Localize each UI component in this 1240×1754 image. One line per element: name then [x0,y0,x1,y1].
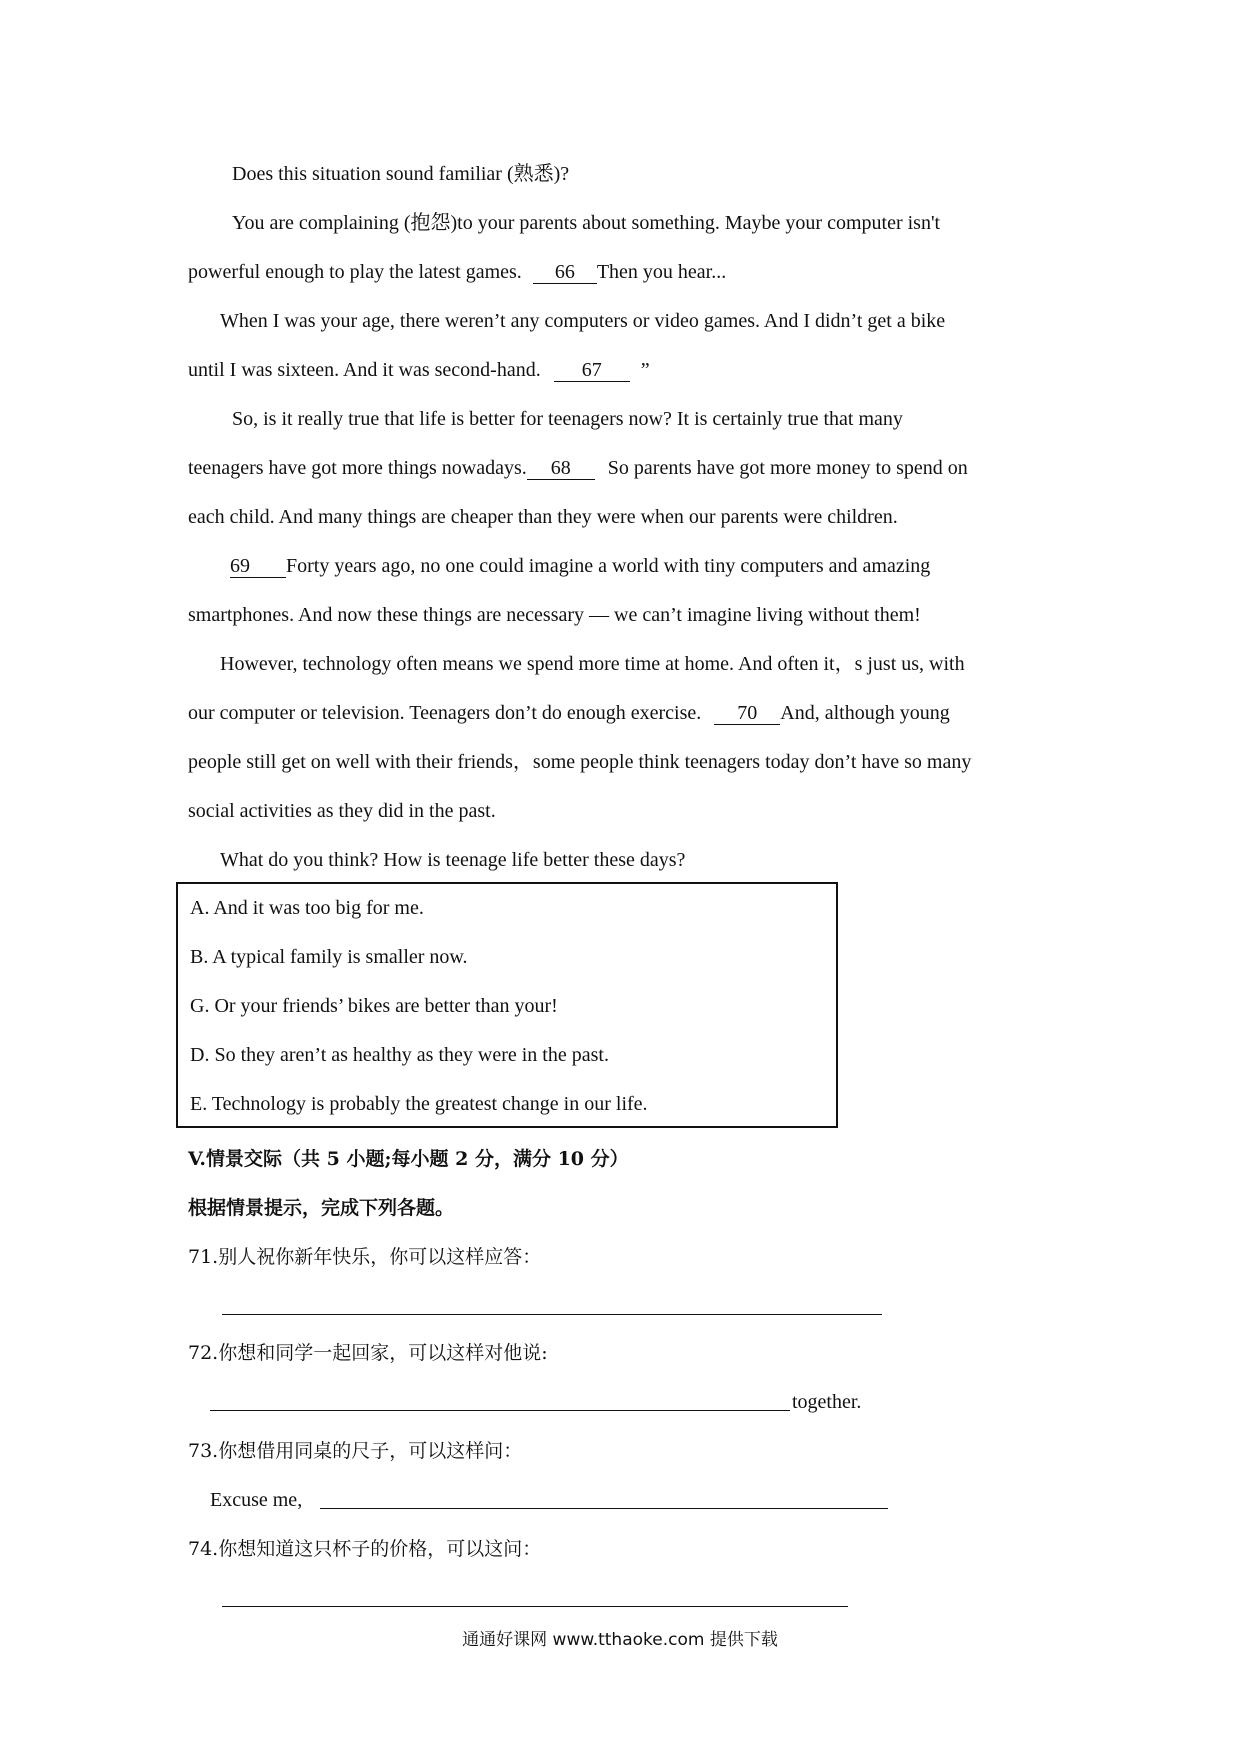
answer-line-73[interactable] [320,1508,888,1509]
passage-text: And, although young [780,702,950,724]
passage-line-14: social activities as they did in the past. [188,800,496,822]
passage-text: until I was sixteen. And it was second-hand. [188,359,541,381]
option-a: A. And it was too big for me. [190,897,424,919]
passage-text: teenagers have got more things nowadays. [188,457,527,479]
blank-70: 70 [714,702,780,725]
passage-text: our computer or television. Teenagers don’t do enough exercise. [188,702,702,724]
blank-68: 68 [527,457,595,480]
question-72-suffix: together. [792,1391,862,1413]
section-instruction: 根据情景提示，完成下列各题。 [188,1197,455,1219]
passage-line-9 [230,542,930,591]
passage-line-2: You are complaining (抱怨)to your parents about something. Maybe your computer isn't [232,212,941,234]
passage-text: Then you hear... [596,261,727,283]
passage-text: So parents have got more money to spend on [607,457,968,479]
passage-text: ” [640,359,650,381]
options-box [176,882,838,1128]
option-g: G. Or your friends’ bikes are better than your! [190,995,558,1017]
passage-line-7 [188,444,968,493]
section-title: V.情景交际（共 5 小题;每小题 2 分，满分 10 分） [188,1148,629,1170]
answer-line-72[interactable] [210,1410,790,1411]
passage-text: powerful enough to play the latest games. [188,261,522,283]
passage-text: Forty years ago, no one could imagine a world with tiny computers and amazing [286,555,931,577]
question-73-prefix: Excuse me, [210,1489,303,1511]
answer-line-71[interactable] [222,1314,882,1315]
blank-69: 69 [230,555,286,578]
option-b: B. A typical family is smaller now. [190,946,468,968]
passage-line-15: What do you think? How is teenage life better these days? [220,849,686,871]
option-e: E. Technology is probably the greatest change in our life. [190,1093,648,1115]
passage-line-11: However, technology often means we spend more time at home. And often it，s just us, with [220,653,965,675]
blank-67: 67 [554,359,630,382]
passage-line-8: each child. And many things are cheaper than they were when our parents were children. [188,506,898,528]
option-d: D. So they aren’t as healthy as they were in the past. [190,1044,609,1066]
passage-line-1: Does this situation sound familiar (熟悉)? [232,163,570,185]
answer-line-74[interactable] [222,1606,848,1607]
passage-line-10: smartphones. And now these things are necessary — we can’t imagine living without them! [188,604,921,626]
question-74: 74.你想知道这只杯子的价格，可以这问： [188,1538,542,1560]
passage-line-13: people still get on well with their friends，some people think teenagers today don’t have so many [188,751,972,773]
question-71: 71.别人祝你新年快乐，你可以这样应答： [188,1246,542,1268]
blank-66: 66 [533,261,597,284]
passage-line-5 [188,346,650,395]
page-footer: 通通好课网 www.tthaoke.com 提供下载 [462,1630,778,1650]
passage-line-12 [188,689,950,738]
passage-line-3 [188,248,726,297]
passage-line-4: When I was your age, there weren’t any computers or video games. And I didn’t get a bike [220,310,946,332]
passage-line-6: So, is it really true that life is better for teenagers now? It is certainly true that many [232,408,903,430]
question-73: 73.你想借用同桌的尺子，可以这样问： [188,1440,523,1462]
question-72: 72.你想和同学一起回家，可以这样对他说: [188,1342,548,1364]
